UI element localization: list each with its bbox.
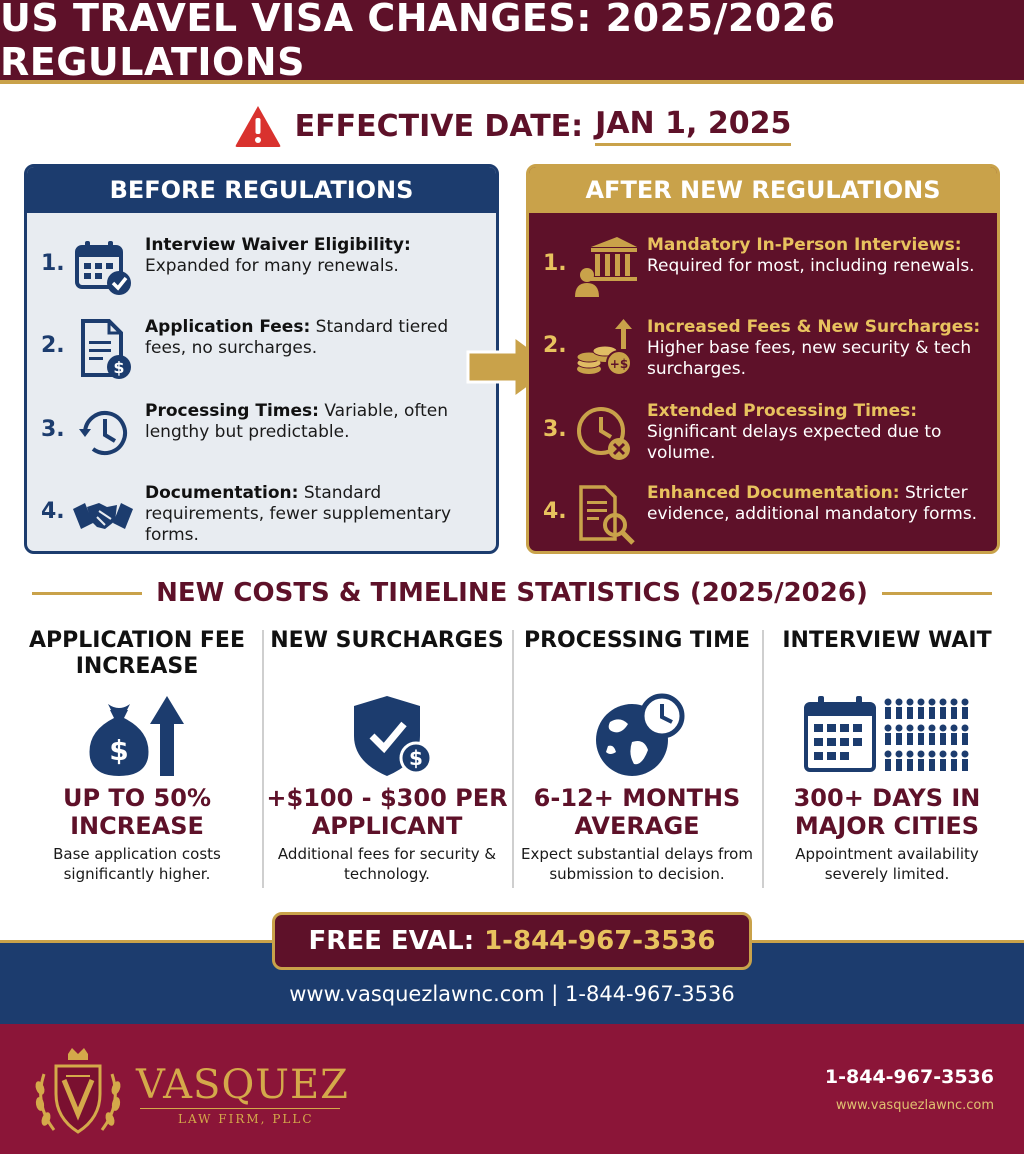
stat-value: 6-12+ MONTHS AVERAGE [533, 784, 741, 840]
svg-text:+$: +$ [609, 357, 629, 371]
item-number: 4. [543, 499, 567, 524]
footer-phone[interactable]: 1-844-967-3536 [824, 1066, 994, 1088]
stat-value: UP TO 50% INCREASE [62, 784, 211, 840]
item-number: 3. [41, 417, 65, 442]
after-item-text: Increased Fees & New Surcharges: Higher base fees, new security & tech surcharges. [647, 317, 981, 379]
clock-history-icon [71, 401, 135, 465]
before-item-3 [27, 397, 496, 477]
after-panel-title: AFTER NEW REGULATIONS [529, 167, 997, 213]
free-eval-phone: 1-844-967-3536 [484, 926, 716, 956]
effective-date: JAN 1, 2025 [595, 106, 791, 146]
clock-x-icon [573, 401, 637, 465]
stat-fee-increase [12, 628, 262, 890]
before-item-text: Interview Waiver Eligibility: Expanded for many renewals. [145, 235, 411, 276]
brand-subtitle: LAW FIRM, PLLC [178, 1112, 314, 1126]
stat-description: Base application costs significantly higher. [53, 845, 221, 883]
before-panel-title: BEFORE REGULATIONS [27, 167, 496, 213]
after-item-3 [529, 397, 997, 477]
shield-dollar-icon [302, 692, 472, 778]
stat-interview-wait [762, 628, 1012, 890]
stat-value: 300+ DAYS IN MAJOR CITIES [793, 784, 981, 840]
page-title: US TRAVEL VISA CHANGES: 2025/2026 REGULATIONS [0, 0, 836, 84]
divider-line [32, 592, 142, 595]
free-eval-button[interactable] [272, 912, 752, 970]
stat-description: Expect substantial delays from submission to decision. [521, 845, 753, 883]
brand-name: VASQUEZ [136, 1062, 349, 1108]
before-item-text: Application Fees: Standard tiered fees, no surcharges. [145, 317, 449, 358]
warning-icon [233, 103, 283, 149]
svg-text:$: $ [109, 734, 129, 767]
before-item-2 [27, 313, 496, 393]
stat-title: PROCESSING TIME [523, 628, 751, 653]
before-item-text: Processing Times: Variable, often lengthy but predictable. [145, 401, 448, 442]
before-item-4 [27, 479, 496, 554]
document-dollar-icon [71, 317, 135, 381]
after-panel [526, 164, 1000, 554]
effective-date-row [0, 96, 1024, 156]
calendar-crowd-icon [802, 692, 972, 778]
stats-title: NEW COSTS & TIMELINE STATISTICS (2025/2026) [156, 578, 868, 608]
law-firm-crest-icon [30, 1044, 126, 1144]
stat-description: Appointment availability severely limited. [795, 845, 979, 883]
footer [0, 1024, 1024, 1154]
before-item-1 [27, 231, 496, 311]
before-item-text: Documentation: Standard requirements, fewer supplementary forms. [145, 483, 452, 545]
effective-label: EFFECTIVE DATE: [294, 108, 584, 144]
stat-title: APPLICATION FEE INCREASE [29, 628, 245, 679]
item-number: 1. [41, 251, 65, 276]
divider-line [882, 592, 992, 595]
svg-text:$: $ [113, 358, 125, 377]
stat-title: NEW SURCHARGES [270, 628, 504, 653]
contact-line[interactable]: www.vasquezlawnc.com | 1-844-967-3536 [289, 982, 735, 1006]
free-eval-label: FREE EVAL: [308, 926, 475, 956]
after-item-text: Mandatory In-Person Interviews: Required for most, including renewals. [647, 235, 975, 276]
stat-surcharges [262, 628, 512, 890]
stat-title: INTERVIEW WAIT [782, 628, 992, 653]
item-number: 1. [543, 251, 567, 276]
brand-rule [140, 1108, 340, 1109]
after-item-text: Extended Processing Times: Significant delays expected due to volume. [647, 401, 942, 463]
stat-processing-time [512, 628, 762, 890]
svg-text:$: $ [409, 746, 423, 770]
item-number: 2. [41, 333, 65, 358]
money-bag-up-icon [52, 692, 222, 778]
stat-description: Additional fees for security & technology. [277, 845, 497, 883]
document-search-icon [573, 483, 637, 547]
embassy-person-icon [573, 235, 637, 299]
handshake-icon [71, 483, 135, 547]
after-item-text: Enhanced Documentation: Stricter evidence, additional mandatory forms. [647, 483, 978, 524]
globe-clock-icon [552, 692, 722, 778]
item-number: 3. [543, 417, 567, 442]
after-item-4 [529, 479, 997, 554]
before-panel [24, 164, 499, 554]
stats-section-title [0, 570, 1024, 616]
after-item-1 [529, 231, 997, 311]
stat-value: +$100 - $300 PER APPLICANT [266, 784, 508, 840]
calendar-check-icon [71, 235, 135, 299]
header-bar [0, 0, 1024, 84]
item-number: 2. [543, 333, 567, 358]
after-item-2 [529, 313, 997, 393]
item-number: 4. [41, 499, 65, 524]
coins-up-icon [573, 317, 637, 381]
footer-website[interactable]: www.vasquezlawnc.com [835, 1098, 994, 1113]
